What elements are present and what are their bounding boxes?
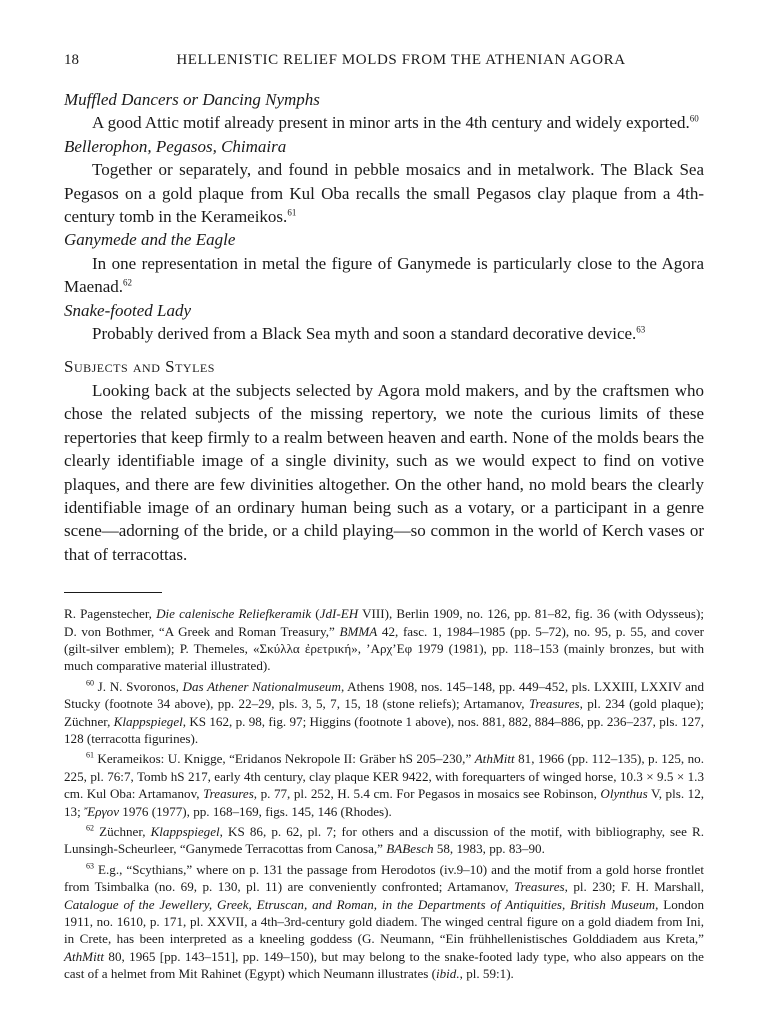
footnote-text: Kerameikos: U. Knigge, “Eridanos Nekropole II: Gräber hS 205–230,” — [94, 751, 475, 767]
footnote-text: 42, fasc. 1, 1984–1985 (pp. 5–72), no. 95, p. 55, and cover (gilt-silver emblem); P. Themeles, «Σκύλλα ἐρετρική», ’Αρχ’Εφ 1979 (1981), pp. 118–153 (mainly bronzes, but with much comparative material illustrated). — [64, 623, 704, 674]
paragraph-text: Probably derived from a Black Sea myth and soon a standard decorative device. — [92, 324, 637, 344]
footnote-text: , KS 86, p. 62, pl. 7; for others and a discussion of the motif, with bibliography, see R. Lunsingh-Scheurleer, “Ganymede Terracottas from Canosa,” — [64, 824, 704, 857]
footnotes — [64, 605, 704, 983]
footnote-number: 61 — [86, 751, 94, 761]
footnote-number: 63 — [86, 861, 94, 871]
footnote-citation: BMMA — [339, 623, 378, 639]
footnote-citation: Die calenische Reliefkeramik — [156, 606, 312, 622]
footnote-text: , London 1911, no. 1610, p. 171, pl. XXVII, a 4th–3rd-century gold diadem. The winged central figure on a gold diadem from Ini, in Crete, has been interpreted as a kneeling goddess (G. Neumann, “Ein frühhellenistisches Golddiadem aus Kreta,” — [64, 896, 704, 947]
footnote-citation: Treasures — [203, 786, 254, 802]
footnote-citation: Catalogue of the Jewellery, Greek, Etruscan, and Roman, in the Departments of Antiquities, British Museum — [64, 896, 656, 912]
footnote-ref[interactable]: 62 — [123, 277, 133, 288]
footnote-text: Züchner, — [94, 824, 151, 839]
footnote-text: R. Pagenstecher, — [64, 606, 157, 622]
footnote-text: 58, 1983, pp. 83–90. — [433, 841, 545, 857]
footnote-63 — [64, 861, 704, 983]
footnote-text: 1976 (1977), pp. 168–169, figs. 145, 146 (Rhodes). — [119, 803, 392, 819]
section-paragraph — [64, 252, 704, 299]
paragraph-text: In one representation in metal the figure of Ganymede is particularly close to the Agora Maenad. — [64, 253, 704, 297]
footnote-citation: AthMitt — [64, 948, 105, 964]
footnote-citation: Ἔργον — [84, 803, 120, 819]
footnote-text: E.g., “Scythians,” where on p. 131 the passage from Herodotos (iv.9–10) and the motif from a gold horse frontlet from Tsimbalka (no. 69, p. 130, pl. 11) are conveniently confronted; Artamanov, — [64, 861, 704, 895]
footnote-text: 80, 1965 [pp. 143–151], pp. 149–150), but may belong to the snake-footed lady type, who also appears on the cast of a helmet from Mit Rahinet (Egypt) which Neumann illustrates ( — [64, 948, 704, 982]
section-heading-subjects: Subjects and Styles — [64, 357, 215, 377]
footnote-divider — [64, 592, 162, 593]
section-title: Ganymede and the Eagle — [64, 230, 236, 250]
footnote-text: ( — [311, 606, 320, 622]
footnote-text: J. N. Svoronos, — [94, 678, 183, 694]
paragraph-text: A good Attic motif already present in minor arts in the 4th century and widely exported. — [92, 113, 690, 133]
footnote-citation: Olynthus — [600, 786, 648, 802]
footnote-text: V, pls. 12, 13; — [64, 786, 705, 819]
footnote-citation: Klappspiegel — [113, 713, 183, 729]
section-paragraph — [64, 158, 704, 228]
footnote-number: 62 — [86, 823, 94, 833]
footnote-ref[interactable]: 61 — [287, 207, 297, 218]
footnote-citation: Treasures — [513, 879, 565, 895]
footnote-text: , pl. 230; F. H. Marshall, — [564, 879, 704, 895]
footnote-text: , KS 162, p. 98, fig. 97; Higgins (footnote 1 above), nos. 881, 882, 884–886, pp. 236–237, pls. 127, 128 (terracotta figurines). — [64, 713, 704, 746]
footnote-text: 81, 1966 (pp. 112–135), p. 125, no. 225, pl. 76:7, Tomb hS 217, early 4th century, clay plaque KER 9422, with forequarters of winged horse, 10.3 × 9.5 × 1.3 cm. Kul Oba: Artamanov, — [64, 751, 704, 802]
page-number: 18 — [64, 52, 79, 68]
footnote-text: , pl. 59:1). — [459, 966, 514, 982]
footnote-60 — [64, 678, 704, 748]
running-head: HELLENISTIC RELIEF MOLDS FROM THE ATHENIAN AGORA — [176, 52, 626, 68]
footnote-ref[interactable]: 60 — [689, 113, 699, 124]
footnote-citation: JdI-EH — [319, 606, 359, 622]
footnote-citation: Das Athener Nationalmuseum — [182, 678, 341, 694]
footnote-citation: ibid. — [435, 966, 460, 982]
footnote-citation: BABesch — [386, 841, 434, 857]
section-title: Snake-footed Lady — [64, 300, 191, 320]
section-title: Bellerophon, Pegasos, Chimaira — [64, 136, 287, 156]
footnote-text: , p. 77, pl. 252, H. 5.4 cm. For Pegasos in mosaics see Robinson, — [253, 786, 601, 802]
page — [64, 52, 704, 986]
footnote-citation: AthMitt — [474, 751, 515, 767]
section-title: Muffled Dancers or Dancing Nymphs — [64, 90, 320, 109]
footnote-number: 60 — [86, 678, 94, 688]
paragraph-text: Together or separately, and found in pebble mosaics and in metalwork. The Black Sea Pegasos on a gold plaque from Kul Oba recalls the small Pegasos clay plaque from a 4th-century tomb in the Kerameikos. — [64, 160, 704, 227]
footnote-61 — [64, 750, 704, 820]
footnote-text: VIII), Berlin 1909, no. 126, pp. 81–82, fig. 36 (with Odysseus); D. von Bothmer, “A Greek and Roman Treasury,” — [64, 606, 704, 639]
main-text — [64, 88, 704, 566]
footnote-text: , Athens 1908, nos. 145–148, pp. 449–452, pls. LXXIII, LXXIV and Stucky (footnote 34 above), pp. 22–29, pls. 3, 5, 7, 15, 18 (stone reliefs); Artamanov, — [64, 678, 704, 712]
footnote-continued — [64, 605, 704, 675]
footnote-citation: Treasures — [528, 696, 580, 712]
footnote-62 — [64, 823, 704, 858]
footnote-text: , pl. 234 (gold plaque); Züchner, — [64, 696, 704, 729]
page-header — [64, 52, 704, 74]
footnote-ref[interactable]: 63 — [636, 324, 646, 335]
subjects-paragraph: Looking back at the subjects selected by Agora mold makers, and by the craftsmen who chose the related subjects of the missing repertory, we note the curious limits of these repertories that keep firmly to a realm between heaven and earth. None of the molds bears the clearly identifiable image of a single divinity, such as we would expect to find on votive plaques, and there are few divinities altogether. On the other hand, no mold bears the clearly identifiable image of an ordinary human being such as a votary, or a participant in a genre scene—adorning of the bride, or a child playing—so common in the world of Kerch vases or that of terracottas. — [64, 380, 704, 564]
footnote-citation: Klappspiegel — [150, 824, 220, 839]
section-paragraph — [64, 322, 704, 345]
section-paragraph — [64, 111, 704, 134]
